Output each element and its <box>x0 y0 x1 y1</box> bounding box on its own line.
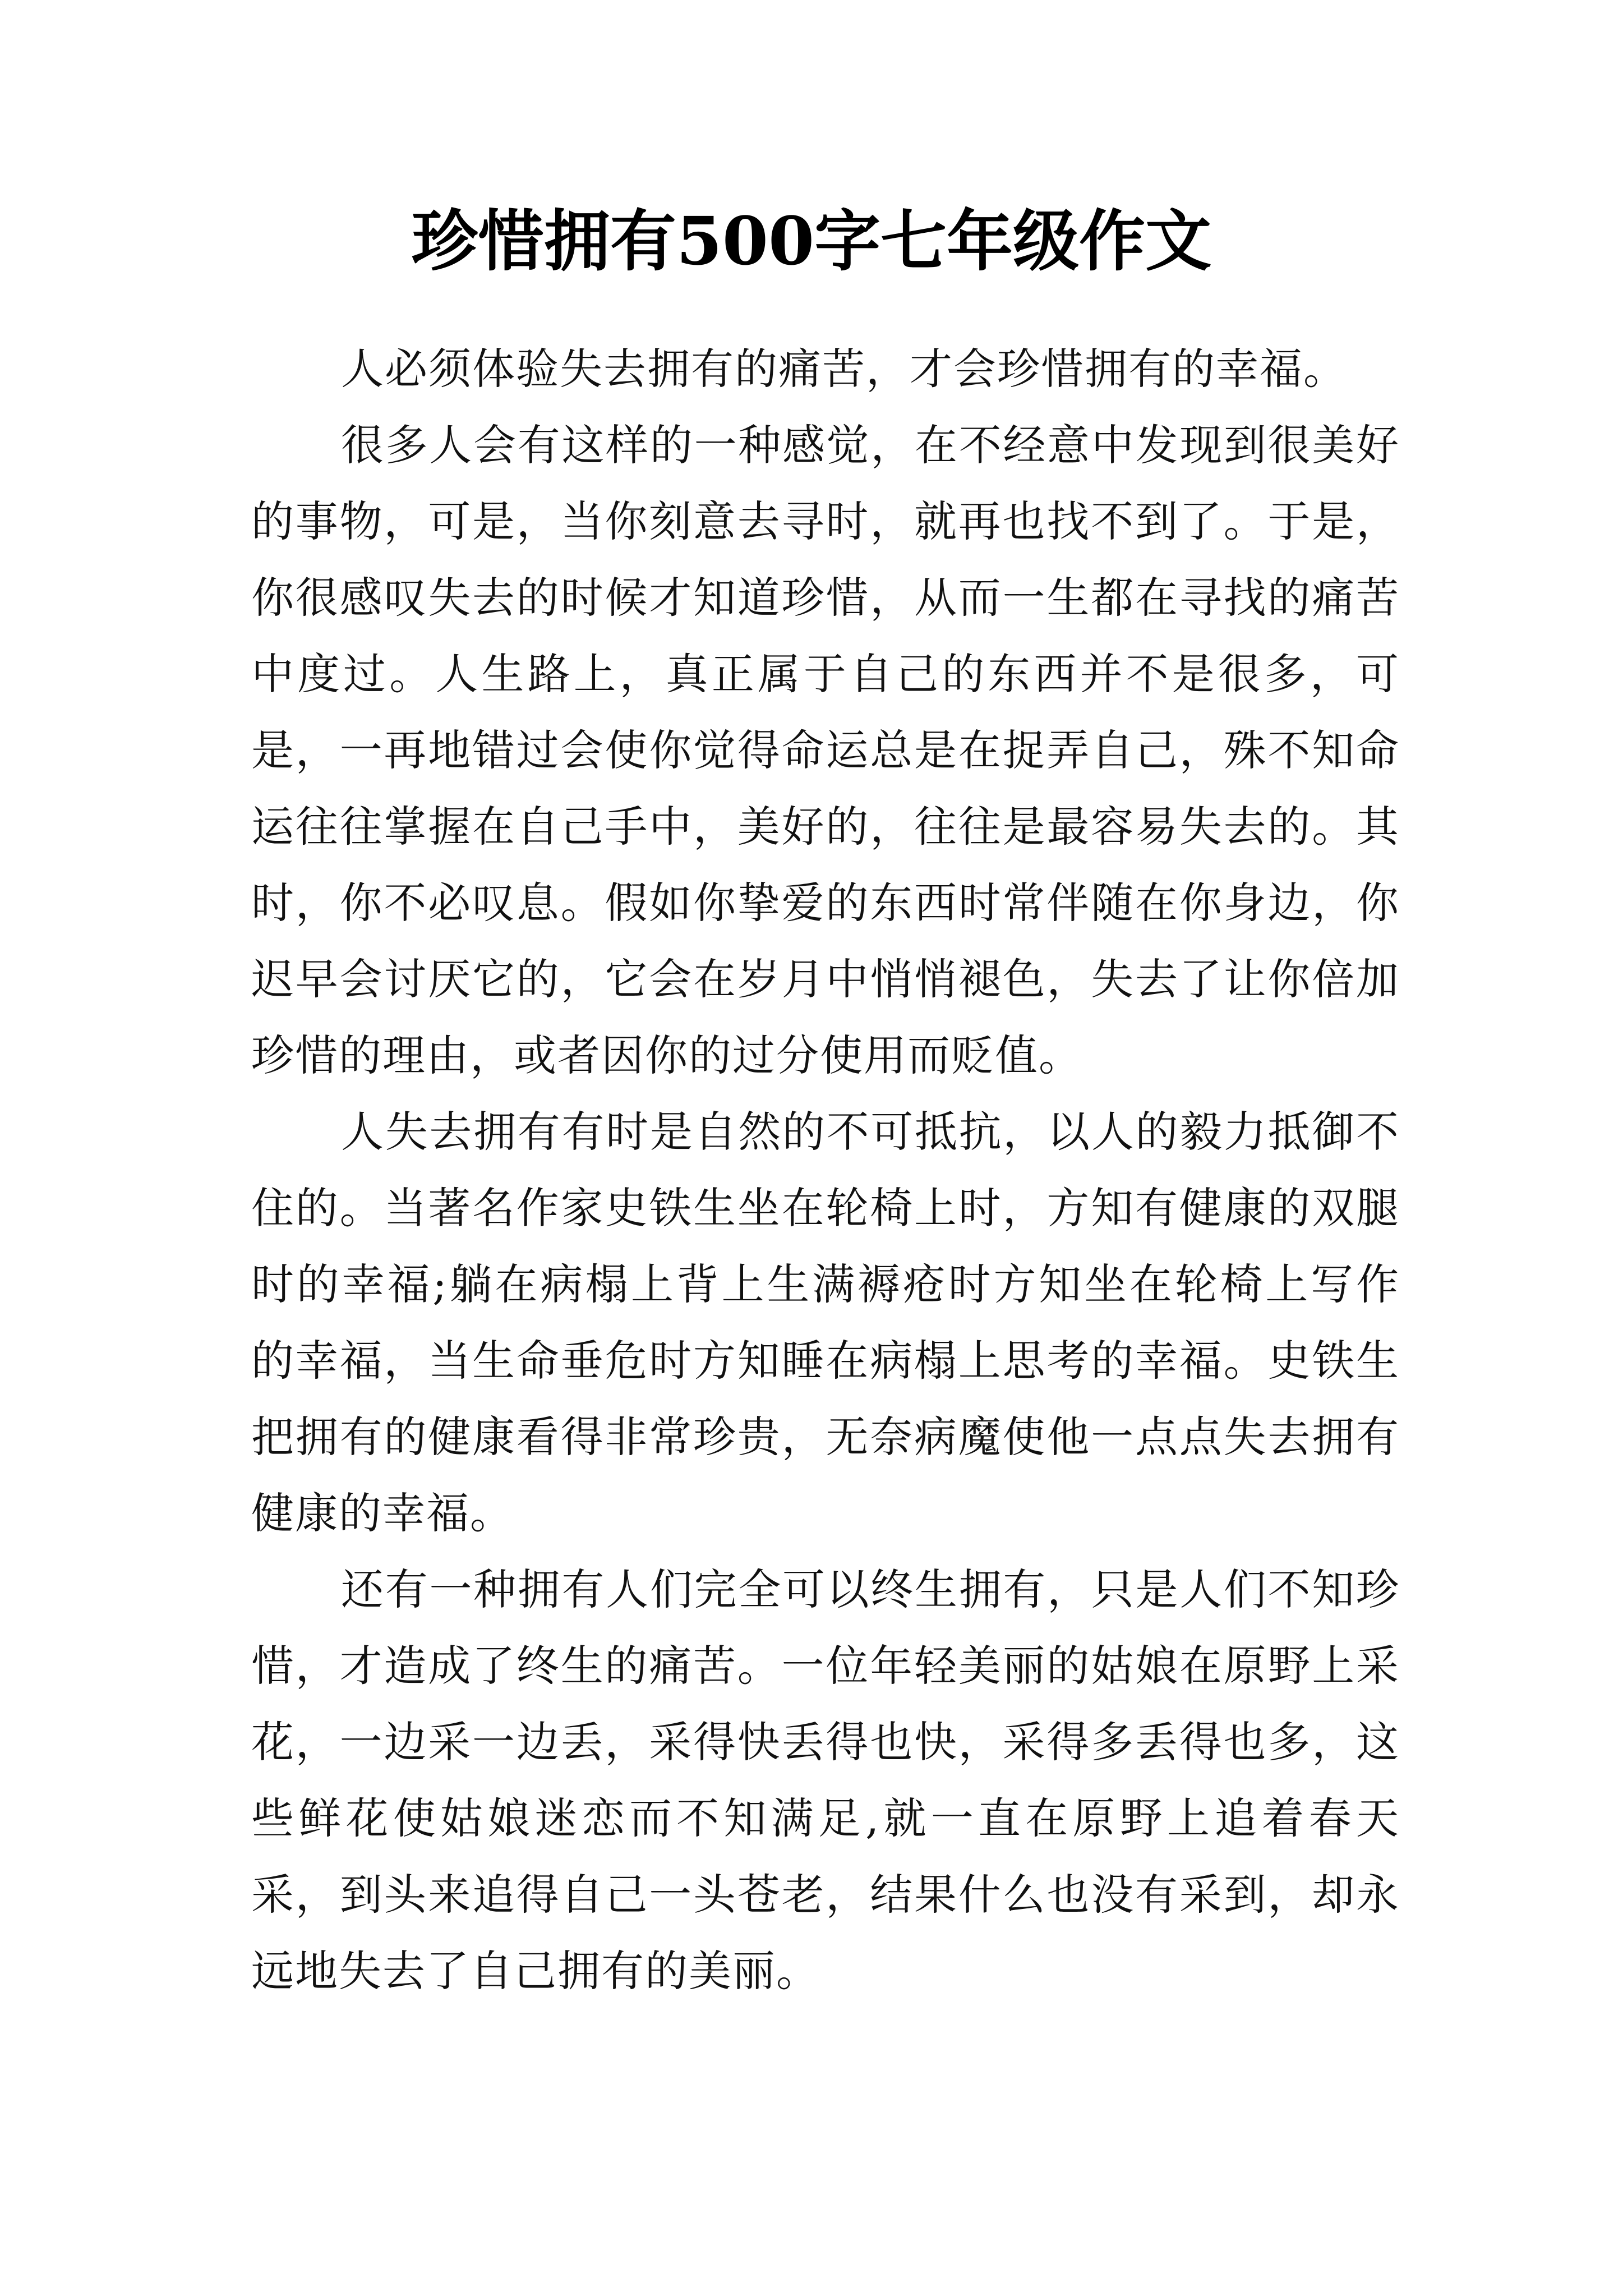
paragraph: 人失去拥有有时是自然的不可抵抗，以人的毅力抵御不住的。当著名作家史铁生坐在轮椅上时，方知有健康的双腿时的幸福;躺在病榻上背上生满褥疮时方知坐在轮椅上写作的幸福，当生命垂危时方知睡在病榻上思考的幸福。史铁生把拥有的健康看得非常珍贵，无奈病魔使他一点点失去拥有健康的幸福。 <box>251 1107 1400 1538</box>
document-body <box>251 331 1400 2009</box>
paragraph: 人必须体验失去拥有的痛苦，才会珍惜拥有的幸福。 <box>341 344 1347 394</box>
document-title: 珍惜拥有500字七年级作文 <box>411 202 1212 280</box>
paragraph: 还有一种拥有人们完全可以终生拥有，只是人们不知珍惜，才造成了终生的痛苦。一位年轻美丽的姑娘在原野上采花，一边采一边丢，采得快丢得也快，采得多丢得也多，这些鲜花使姑娘迷恋而不知满足,就一直在原野上追着春天采，到头来追得自己一头苍老，结果什么也没有采到，却永远地失去了自己拥有的美丽。 <box>251 1565 1400 1996</box>
paragraph: 很多人会有这样的一种感觉，在不经意中发现到很美好的事物，可是，当你刻意去寻时，就再也找不到了。于是，你很感叹失去的时候才知道珍惜，从而一生都在寻找的痛苦中度过。人生路上，真正属于自己的东西并不是很多，可是，一再地错过会使你觉得命运总是在捉弄自己，殊不知命运往往掌握在自己手中，美好的，往往是最容易失去的。其时，你不必叹息。假如你挚爱的东西时常伴随在你身边，你迟早会讨厌它的，它会在岁月中悄悄褪色，失去了让你倍加珍惜的理由，或者因你的过分使用而贬值。 <box>251 420 1400 1080</box>
